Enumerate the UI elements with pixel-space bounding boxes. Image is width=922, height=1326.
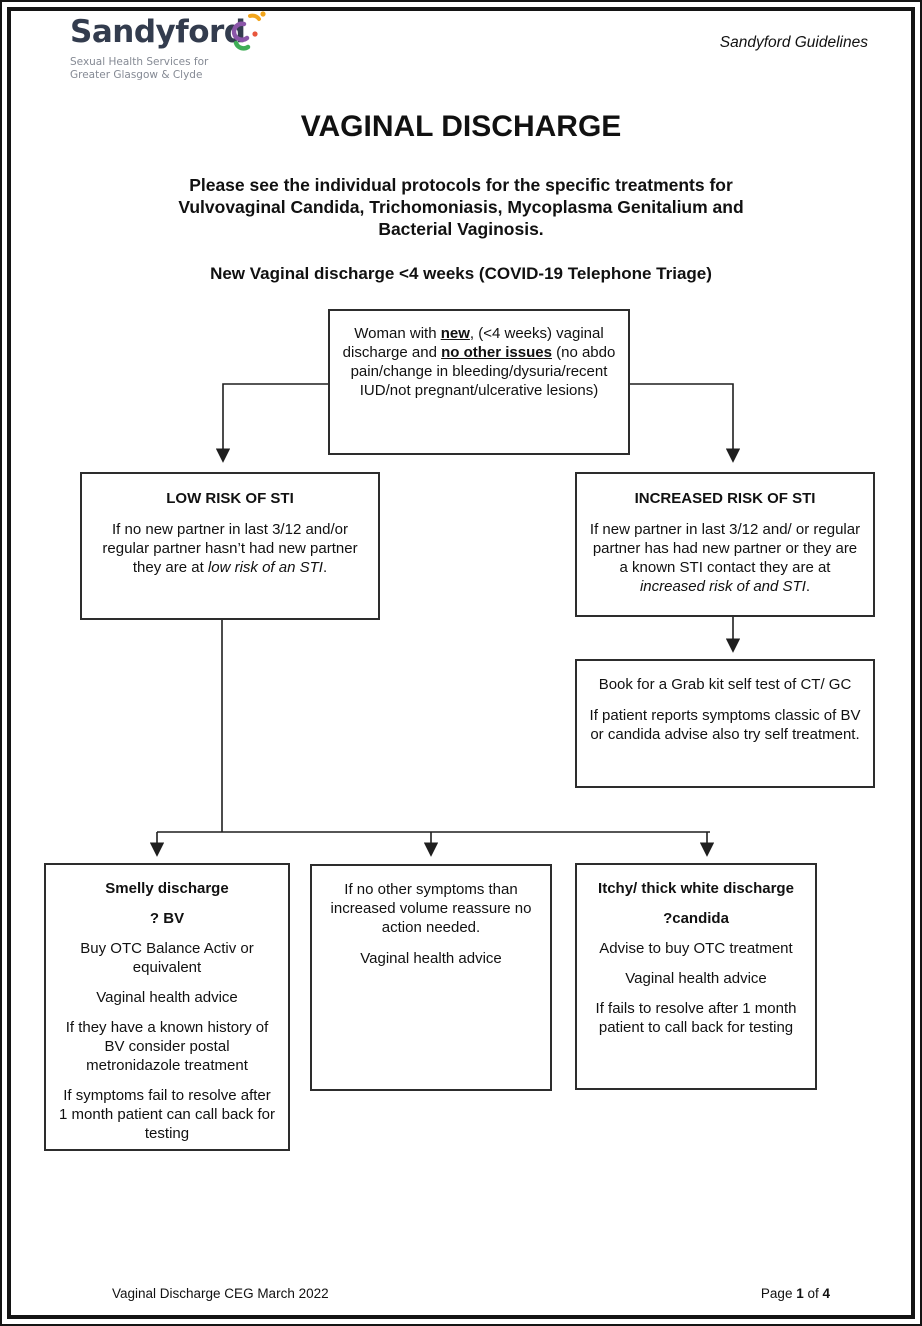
section-heading: New Vaginal discharge <4 weeks (COVID-19 Telephone Triage) xyxy=(210,264,712,283)
low-risk-node xyxy=(80,472,380,620)
grab-kit-node-line1: Book for a Grab kit self test of CT/ GC xyxy=(598,676,852,693)
smelly-discharge-node xyxy=(44,863,290,1151)
logo-tagline-line2: Greater Glasgow & Clyde xyxy=(70,69,203,81)
intro-line-1: Please see the individual protocols for the specific treatments for xyxy=(189,175,733,195)
guidelines-header-label: Sandyford Guidelines xyxy=(719,34,868,51)
candida-node-p3: If fails to resolve after 1 month patient to call back for testing xyxy=(595,1000,797,1036)
increased-risk-node xyxy=(575,472,875,617)
increased-risk-node-body: If new partner in last 3/12 and/ or regular partner has had new partner or they are a known STI contact they are at increased risk of and STI. xyxy=(589,521,861,595)
candida-node-title: Itchy/ thick white discharge xyxy=(598,880,794,897)
smelly-node-p4: If symptoms fail to resolve after 1 month patient can call back for testing xyxy=(59,1087,275,1142)
connector-root-to-increased xyxy=(630,384,733,460)
intro-paragraph xyxy=(2,174,920,240)
low-risk-node-title: LOW RISK OF STI xyxy=(166,490,294,507)
increased-volume-node xyxy=(310,864,552,1091)
smelly-node-p3: If they have a known history of BV consider postal metronidazole treatment xyxy=(65,1019,269,1074)
intro-line-2: Vulvovaginal Candida, Trichomoniasis, Mycoplasma Genitalium and xyxy=(178,197,744,217)
sandyford-logo-text: Sandyford xyxy=(70,14,246,50)
sandyford-logo xyxy=(70,14,245,82)
volume-node-p2: Vaginal health advice xyxy=(360,950,502,967)
logo-tagline xyxy=(70,56,245,82)
smelly-node-subtitle: ? BV xyxy=(149,910,185,927)
candida-node-p2: Vaginal health advice xyxy=(625,970,767,987)
smelly-node-title: Smelly discharge xyxy=(105,880,229,897)
volume-node-p1: If no other symptoms than increased volume reassure no action needed. xyxy=(330,881,532,936)
root-node-text: Woman with new, (<4 weeks) vaginal discharge and no other issues (no abdo pain/change in bleeding/dysuria/recent IUD/not pregnant/ulcerative lesions) xyxy=(342,325,616,399)
candida-node-p1: Advise to buy OTC treatment xyxy=(599,940,793,957)
candida-node xyxy=(575,863,817,1090)
intro-line-3: Bacterial Vaginosis. xyxy=(378,219,544,239)
smelly-node-p1: Buy OTC Balance Activ or equivalent xyxy=(80,940,254,976)
candida-node-subtitle: ?candida xyxy=(663,910,729,927)
grab-kit-node-line2: If patient reports symptoms classic of BV or candida advise also try self treatment. xyxy=(589,707,861,743)
footer-doc-label: Vaginal Discharge CEG March 2022 xyxy=(112,1286,329,1301)
low-risk-node-body: If no new partner in last 3/12 and/or regular partner hasn’t had new partner they are at low risk of an STI. xyxy=(102,521,358,576)
page-title: VAGINAL DISCHARGE xyxy=(300,110,622,143)
connector-root-to-lowrisk xyxy=(223,384,328,460)
grab-kit-node xyxy=(575,659,875,788)
footer-page-indicator: Page 1 of 4 xyxy=(760,1286,830,1301)
sandyford-logo-icon xyxy=(228,10,270,54)
logo-tagline-line1: Sexual Health Services for xyxy=(70,56,209,68)
root-node xyxy=(328,309,630,455)
increased-risk-node-title: INCREASED RISK OF STI xyxy=(634,490,816,507)
smelly-node-p2: Vaginal health advice xyxy=(96,989,238,1006)
